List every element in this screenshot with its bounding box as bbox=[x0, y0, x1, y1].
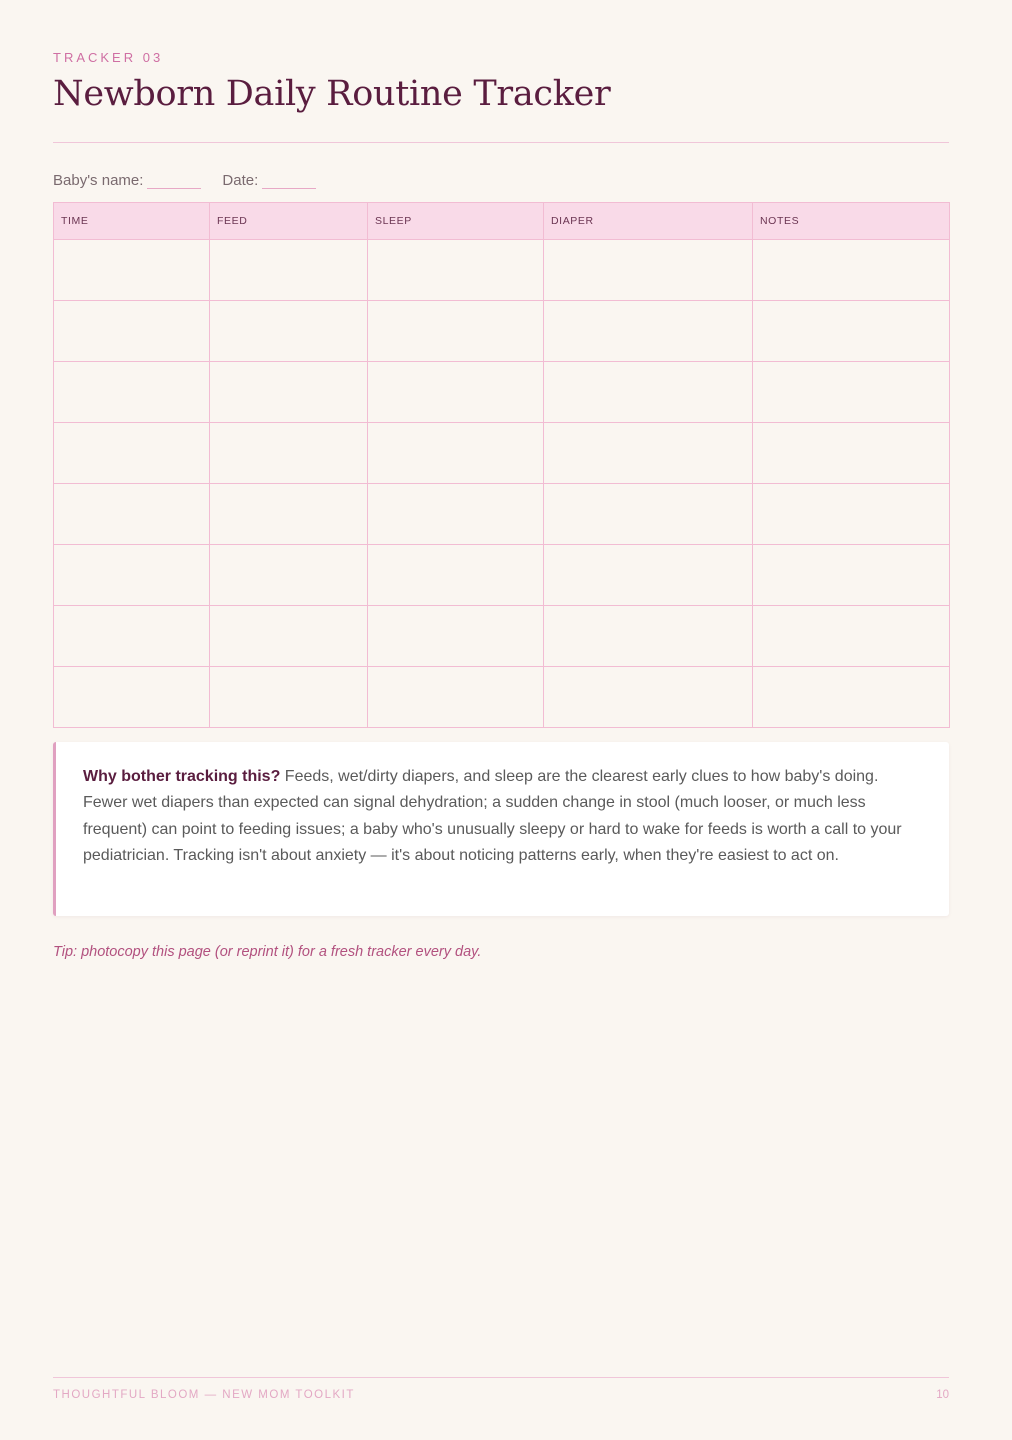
table-row bbox=[54, 301, 950, 362]
cell-sleep bbox=[368, 362, 544, 423]
date-label: Date: bbox=[222, 172, 259, 189]
cell-notes bbox=[753, 667, 950, 728]
cell-time bbox=[54, 484, 210, 545]
cell-notes bbox=[753, 545, 950, 606]
cell-diaper bbox=[544, 362, 753, 423]
why-track-callout bbox=[53, 742, 949, 916]
cell-time bbox=[54, 667, 210, 728]
table-row bbox=[54, 423, 950, 484]
cell-time bbox=[54, 362, 210, 423]
cell-notes bbox=[753, 240, 950, 301]
cell-feed bbox=[210, 606, 368, 667]
cell-notes bbox=[753, 423, 950, 484]
cell-diaper bbox=[544, 240, 753, 301]
title-divider bbox=[53, 142, 949, 143]
page-title: Newborn Daily Routine Tracker bbox=[53, 74, 611, 114]
photocopy-tip: Tip: photocopy this page (or reprint it) for a fresh tracker every day. bbox=[53, 944, 482, 960]
table-row bbox=[54, 545, 950, 606]
cell-time bbox=[54, 423, 210, 484]
table-header-row bbox=[54, 203, 950, 240]
cell-notes bbox=[753, 606, 950, 667]
cell-diaper bbox=[544, 545, 753, 606]
cell-time bbox=[54, 545, 210, 606]
cell-time bbox=[54, 301, 210, 362]
table-row bbox=[54, 667, 950, 728]
tracker-eyebrow: TRACKER 03 bbox=[53, 50, 164, 65]
callout-heading: Why bother tracking this? bbox=[83, 768, 281, 785]
cell-sleep bbox=[368, 240, 544, 301]
info-fields bbox=[53, 168, 337, 189]
tracker-page bbox=[53, 0, 949, 1440]
cell-feed bbox=[210, 240, 368, 301]
cell-notes bbox=[753, 484, 950, 545]
column-header-feed: FEED bbox=[210, 203, 368, 240]
cell-sleep bbox=[368, 423, 544, 484]
cell-notes bbox=[753, 301, 950, 362]
cell-diaper bbox=[544, 484, 753, 545]
cell-diaper bbox=[544, 301, 753, 362]
cell-feed bbox=[210, 301, 368, 362]
routine-table bbox=[53, 202, 950, 728]
baby-name-label: Baby's name: bbox=[53, 172, 144, 189]
cell-sleep bbox=[368, 484, 544, 545]
cell-sleep bbox=[368, 606, 544, 667]
callout-text bbox=[83, 764, 919, 869]
cell-feed bbox=[210, 667, 368, 728]
table-row bbox=[54, 606, 950, 667]
cell-diaper bbox=[544, 667, 753, 728]
cell-feed bbox=[210, 484, 368, 545]
column-header-notes: NOTES bbox=[753, 203, 950, 240]
cell-diaper bbox=[544, 606, 753, 667]
cell-sleep bbox=[368, 301, 544, 362]
column-header-sleep: SLEEP bbox=[368, 203, 544, 240]
table-body bbox=[54, 240, 950, 728]
baby-name-blank bbox=[147, 168, 201, 189]
cell-feed bbox=[210, 545, 368, 606]
cell-notes bbox=[753, 362, 950, 423]
table-row bbox=[54, 362, 950, 423]
page-number: 10 bbox=[936, 1389, 949, 1401]
table-row bbox=[54, 484, 950, 545]
footer-brand: THOUGHTFUL BLOOM — NEW MOM TOOLKIT bbox=[53, 1389, 355, 1401]
cell-feed bbox=[210, 362, 368, 423]
cell-time bbox=[54, 240, 210, 301]
cell-feed bbox=[210, 423, 368, 484]
cell-sleep bbox=[368, 667, 544, 728]
column-header-diaper: DIAPER bbox=[544, 203, 753, 240]
footer-divider bbox=[53, 1377, 949, 1378]
cell-diaper bbox=[544, 423, 753, 484]
callout-body: Feeds, wet/dirty diapers, and sleep are the clearest early clues to how baby's doing. Fewer wet diapers than expected can signal dehydration; a sudden change in stool (much looser, or much less frequent) can point to feeding issues; a baby who's unusually sleepy or hard to wake for feeds is worth a call to your pediatrician. Tracking isn't about anxiety — it's about noticing patterns early, when they're easiest to act on. bbox=[83, 768, 902, 864]
table-row bbox=[54, 240, 950, 301]
column-header-time: TIME bbox=[54, 203, 210, 240]
date-blank bbox=[262, 168, 316, 189]
cell-sleep bbox=[368, 545, 544, 606]
cell-time bbox=[54, 606, 210, 667]
